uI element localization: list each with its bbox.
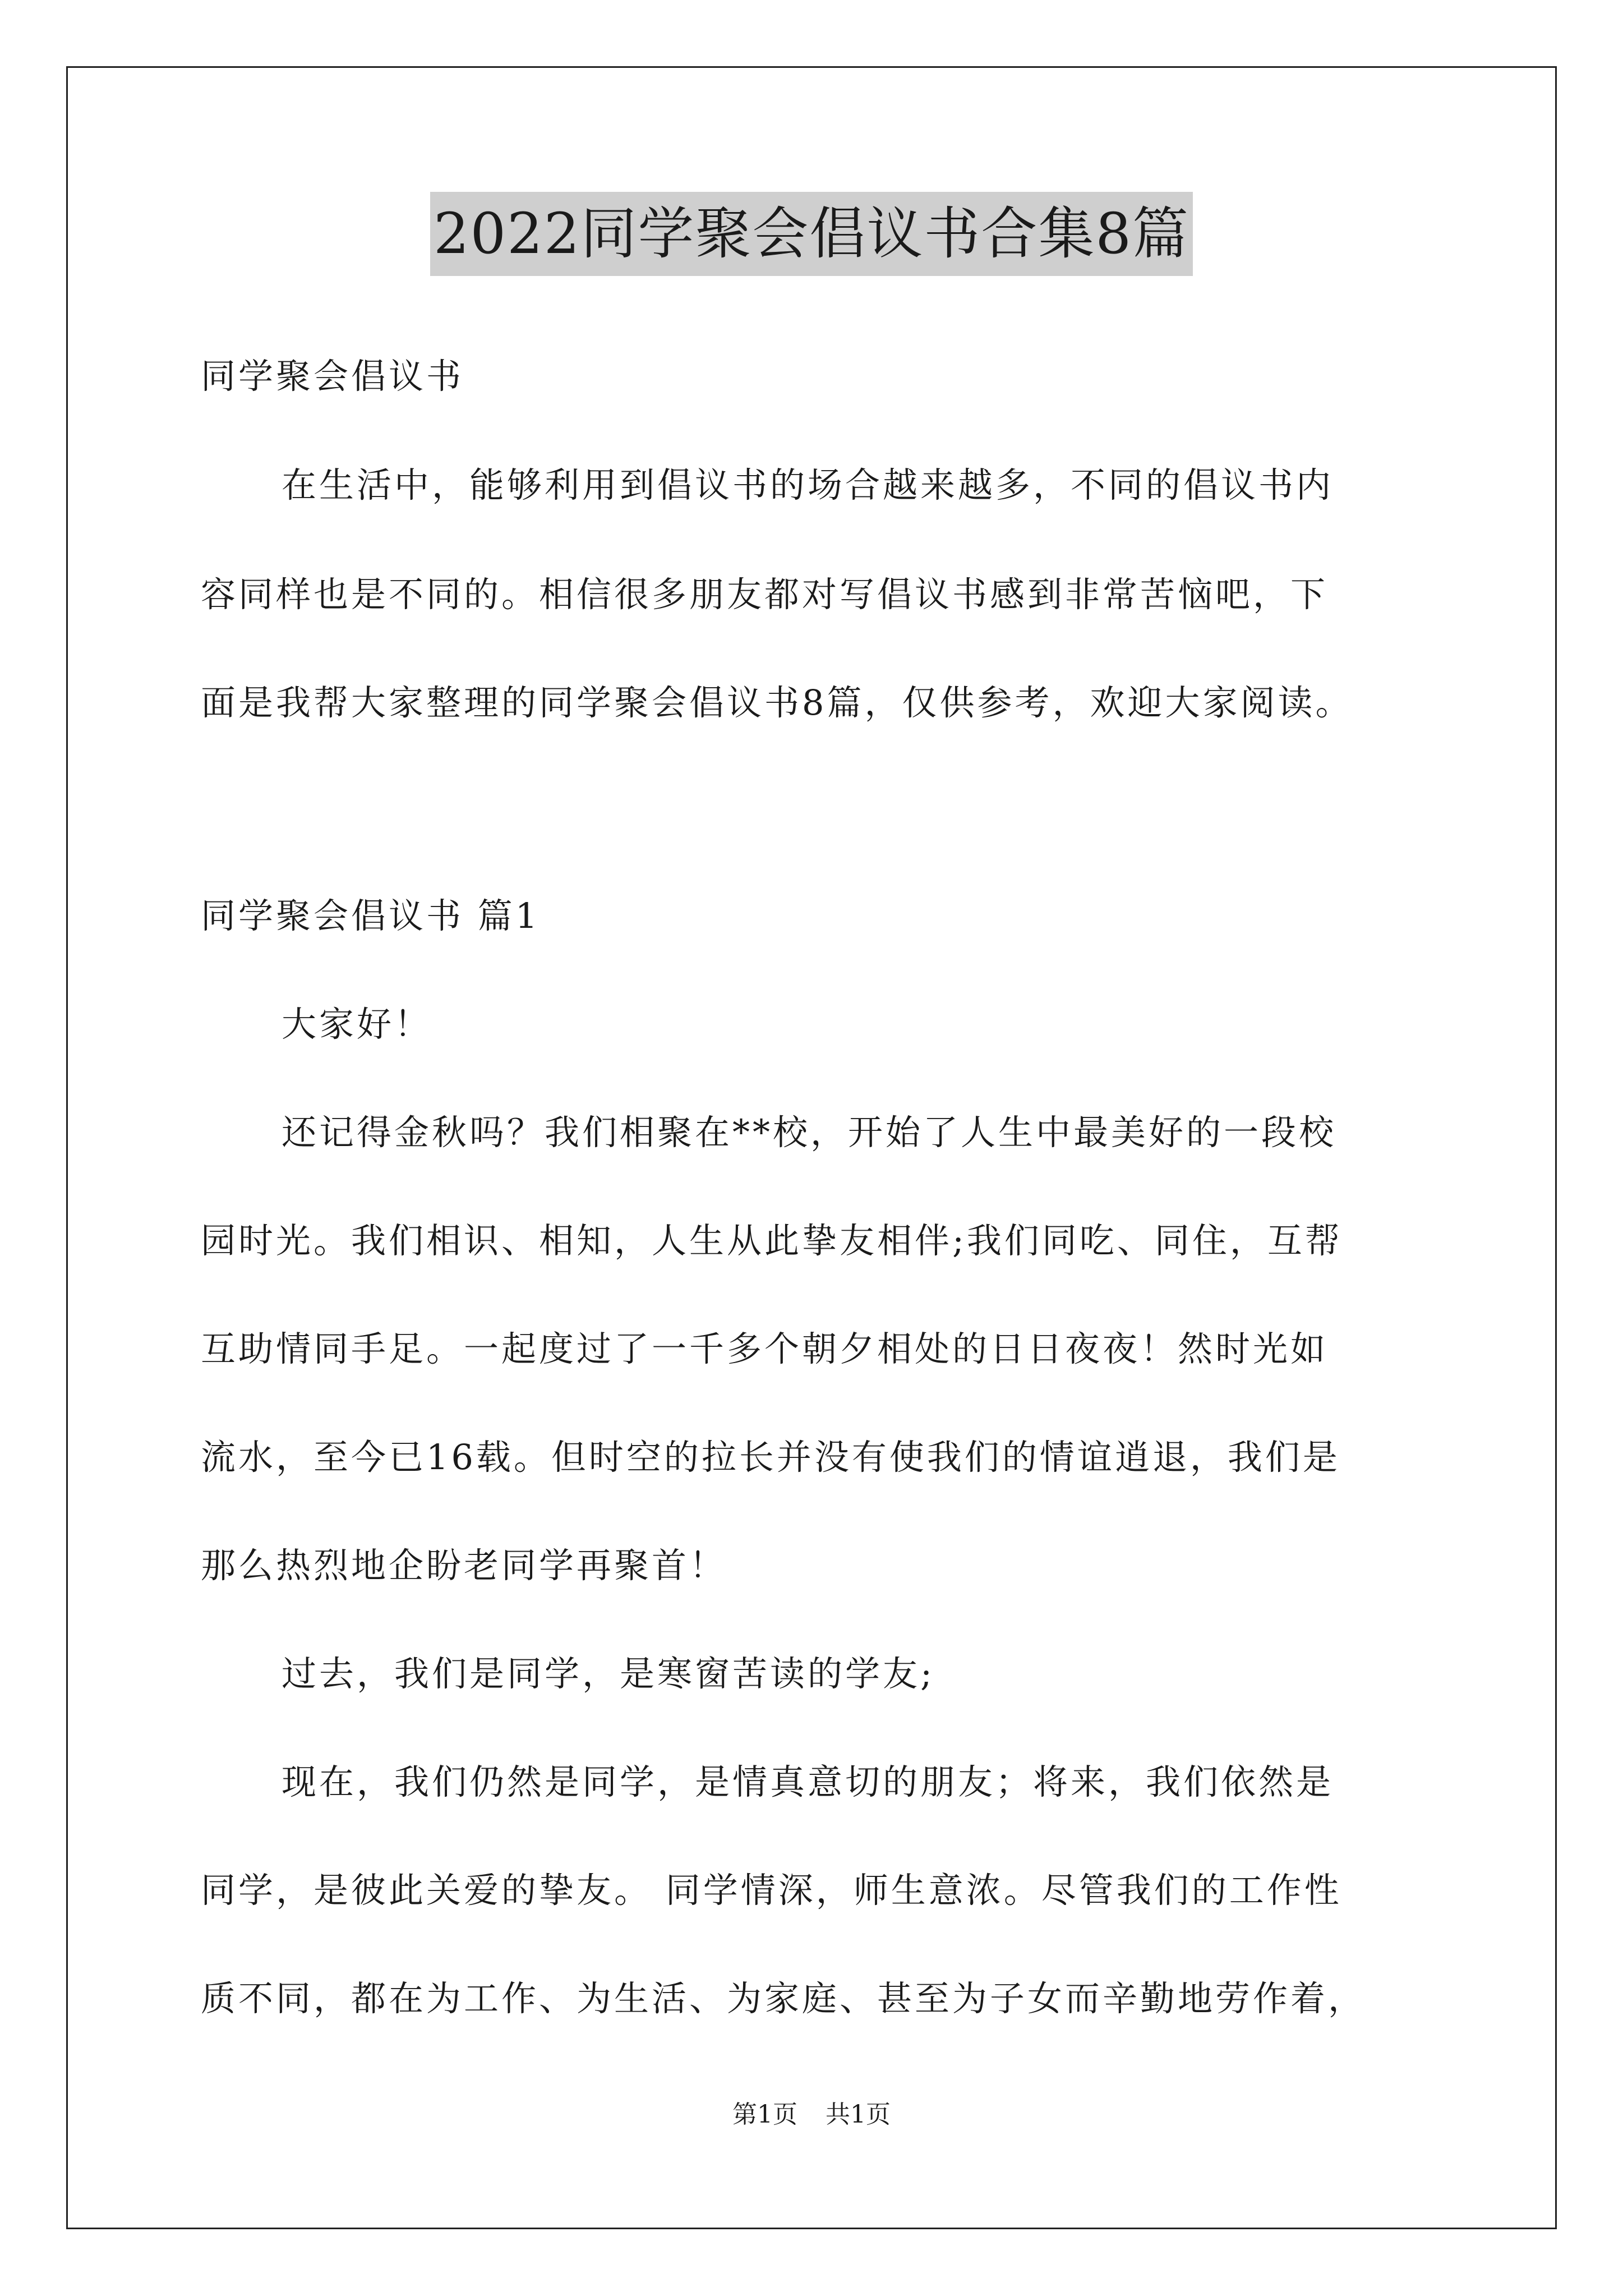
page-total: 共1页 (826, 2100, 891, 2129)
document-title: 2022同学聚会倡议书合集8篇 (430, 192, 1193, 276)
paragraph-line: 大家好！ (282, 1004, 432, 1045)
page-number: 第1页 (732, 2100, 797, 2129)
paragraph-line: 互助情同手足。一起度过了一千多个朝夕相处的日日夜夜！然时光如 (201, 1328, 1329, 1369)
paragraph-line: 流水，至今已16载。但时空的拉长并没有使我们的情谊逍退，我们是 (201, 1437, 1340, 1478)
section-heading: 同学聚会倡议书 篇1 (201, 895, 541, 936)
paragraph-line: 质不同，都在为工作、为生活、为家庭、甚至为子女而辛勤地劳作着， (201, 1978, 1366, 2019)
title-container (0, 192, 1623, 276)
paragraph-line: 那么热烈地企盼老同学再聚首！ (201, 1545, 727, 1586)
paragraph-line: 同学，是彼此关爱的挚友。 同学情深，师生意浓。尽管我们的工作性 (201, 1870, 1342, 1911)
paragraph-line: 面是我帮大家整理的同学聚会倡议书8篇，仅供参考，欢迎大家阅读。 (201, 682, 1353, 723)
paragraph-line: 现在，我们仍然是同学，是情真意切的朋友；将来，我们依然是 (282, 1761, 1334, 1802)
section-heading: 同学聚会倡议书 (201, 356, 464, 397)
paragraph-line: 在生活中，能够利用到倡议书的场合越来越多，不同的倡议书内 (282, 464, 1334, 505)
paragraph-line: 容同样也是不同的。相信很多朋友都对写倡议书感到非常苦恼吧，下 (201, 574, 1329, 615)
paragraph-line: 过去，我们是同学，是寒窗苦读的学友; (282, 1653, 935, 1694)
page-footer (0, 2098, 1623, 2132)
paragraph-line: 园时光。我们相识、相知，人生从此挚友相伴;我们同吃、同住，互帮 (201, 1220, 1343, 1261)
paragraph-line: 还记得金秋吗？我们相聚在**校，开始了人生中最美好的一段校 (282, 1112, 1337, 1153)
